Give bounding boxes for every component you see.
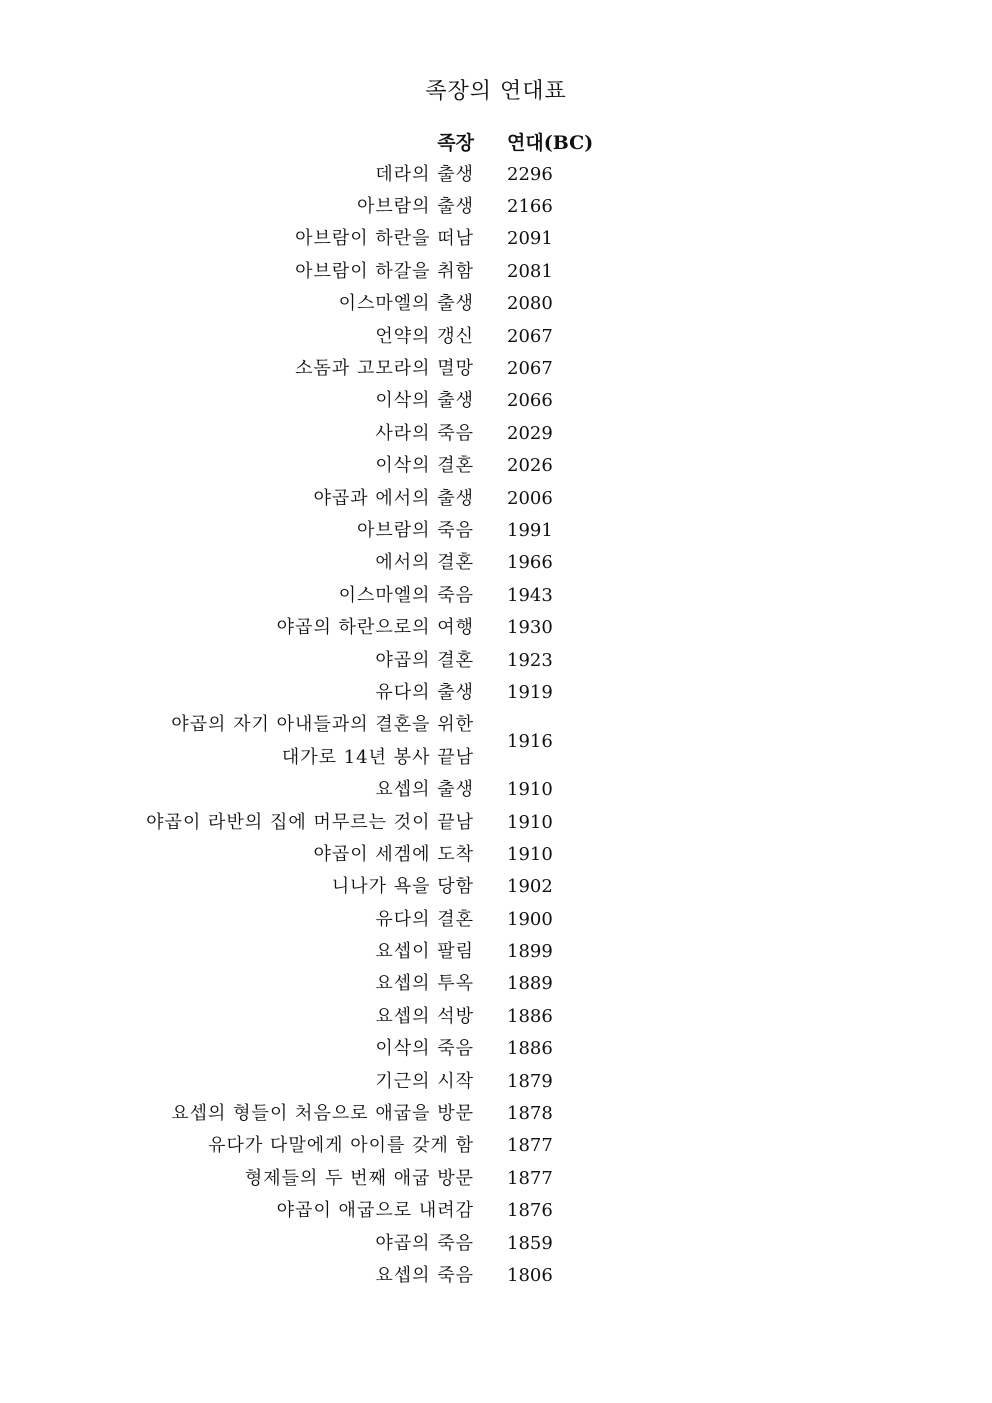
year-cell: 1919 <box>507 681 553 703</box>
table-row <box>0 709 992 774</box>
event-cell: 이삭의 죽음 <box>375 1038 474 1060</box>
table-row <box>0 450 992 482</box>
year-cell: 1889 <box>507 973 553 995</box>
event-cell: 에서의 결혼 <box>375 552 474 574</box>
table-row <box>0 352 992 384</box>
year-cell: 1899 <box>507 941 553 963</box>
year-cell: 1876 <box>507 1200 553 1222</box>
year-cell: 1943 <box>507 584 553 606</box>
table-row <box>0 482 992 514</box>
event-cell: 아브람이 하란을 떠남 <box>295 228 474 250</box>
table-row <box>0 417 992 449</box>
table-row <box>0 773 992 805</box>
event-cell: 야곱이 애굽으로 내려감 <box>276 1200 474 1222</box>
event-cell: 이스마엘의 출생 <box>338 293 474 315</box>
table-row <box>0 255 992 287</box>
year-cell: 2029 <box>507 422 553 444</box>
table-row <box>0 806 992 838</box>
year-cell: 2026 <box>507 455 553 477</box>
table-row <box>0 935 992 967</box>
year-cell: 1916 <box>507 730 553 752</box>
year-cell: 2066 <box>507 390 553 412</box>
event-cell: 요셉의 투옥 <box>375 973 474 995</box>
table-row <box>0 579 992 611</box>
table-row <box>0 320 992 352</box>
event-cell: 야곱이 라반의 집에 머무르는 것이 끝남 <box>146 811 474 833</box>
year-cell: 1991 <box>507 519 553 541</box>
table-row <box>0 1130 992 1162</box>
year-cell: 2166 <box>507 196 553 218</box>
event-cell: 요셉의 죽음 <box>375 1265 474 1286</box>
event-cell: 아브람이 하갈을 취함 <box>295 260 474 282</box>
event-cell: 언약의 갱신 <box>375 325 474 347</box>
event-cell: 소돔과 고모라의 멸망 <box>295 358 474 380</box>
table-row <box>0 190 992 222</box>
table-row <box>0 644 992 676</box>
event-cell: 야곱의 결혼 <box>375 649 474 671</box>
year-cell: 1859 <box>507 1232 553 1254</box>
year-cell: 1886 <box>507 1038 553 1060</box>
event-cell: 기근의 시작 <box>375 1070 474 1092</box>
year-cell: 1910 <box>507 811 553 833</box>
year-cell: 1966 <box>507 552 553 574</box>
event-cell: 아브람의 출생 <box>356 196 474 218</box>
year-cell: 1886 <box>507 1005 553 1027</box>
event-cell: 사라의 죽음 <box>375 422 474 444</box>
year-cell: 1878 <box>507 1103 553 1125</box>
table-row <box>0 547 992 579</box>
table-row <box>0 903 992 935</box>
year-cell: 2067 <box>507 325 553 347</box>
table-header <box>0 128 992 156</box>
event-cell: 야곱과 에서의 출생 <box>313 487 474 509</box>
timeline-table <box>0 158 992 1292</box>
event-cell: 유다가 다말에게 아이를 갖게 함 <box>208 1135 474 1157</box>
year-cell: 1900 <box>507 908 553 930</box>
year-cell: 1877 <box>507 1135 553 1157</box>
year-cell: 2067 <box>507 358 553 380</box>
year-cell: 2006 <box>507 487 553 509</box>
table-row <box>0 288 992 320</box>
event-cell: 요셉이 팔림 <box>375 941 474 963</box>
year-cell: 2296 <box>507 163 553 185</box>
table-row <box>0 838 992 870</box>
event-cell: 아브람의 죽음 <box>356 520 474 541</box>
event-cell: 요셉의 형들이 처음으로 애굽을 방문 <box>171 1103 474 1125</box>
table-row <box>0 1227 992 1259</box>
year-cell: 1910 <box>507 843 553 865</box>
event-cell: 이삭의 결혼 <box>375 455 474 477</box>
year-cell: 1930 <box>507 617 553 639</box>
event-cell: 유다의 결혼 <box>375 908 474 930</box>
year-cell: 1877 <box>507 1167 553 1189</box>
table-row <box>0 611 992 643</box>
year-cell: 2091 <box>507 228 553 250</box>
page-title: 족장의 연대표 <box>425 79 567 104</box>
table-row <box>0 514 992 546</box>
year-cell: 1923 <box>507 649 553 671</box>
event-cell: 이스마엘의 죽음 <box>338 584 474 606</box>
table-row <box>0 1097 992 1129</box>
event-cell: 형제들의 두 번째 애굽 방문 <box>244 1167 474 1189</box>
event-cell: 야곱의 자기 아내들과의 결혼을 위한 대가로 14년 봉사 끝남 <box>171 714 474 769</box>
table-row <box>0 968 992 1000</box>
table-row <box>0 1065 992 1097</box>
year-cell: 1806 <box>507 1264 553 1286</box>
event-cell: 유다의 출생 <box>375 681 474 703</box>
table-row <box>0 871 992 903</box>
table-row <box>0 385 992 417</box>
column-header-year: 연대(BC) <box>507 132 594 154</box>
event-cell: 이삭의 출생 <box>375 390 474 412</box>
table-row <box>0 158 992 190</box>
event-cell: 야곱의 하란으로의 여행 <box>276 617 474 639</box>
table-row <box>0 1259 992 1291</box>
event-cell: 요셉의 출생 <box>375 779 474 801</box>
year-cell: 2081 <box>507 260 553 282</box>
table-row <box>0 1033 992 1065</box>
year-cell: 2080 <box>507 293 553 315</box>
table-row <box>0 223 992 255</box>
table-row <box>0 1000 992 1032</box>
table-row <box>0 1162 992 1194</box>
year-cell: 1879 <box>507 1070 553 1092</box>
event-cell: 야곱이 세겜에 도착 <box>313 843 474 865</box>
event-cell: 요셉의 석방 <box>375 1005 474 1027</box>
year-cell: 1910 <box>507 779 553 801</box>
column-header-event: 족장 <box>437 132 474 154</box>
event-cell: 니나가 욕을 당함 <box>331 876 474 898</box>
table-row <box>0 1195 992 1227</box>
event-cell: 데라의 출생 <box>375 163 474 185</box>
event-cell: 야곱의 죽음 <box>375 1232 474 1254</box>
table-row <box>0 676 992 708</box>
year-cell: 1902 <box>507 876 553 898</box>
